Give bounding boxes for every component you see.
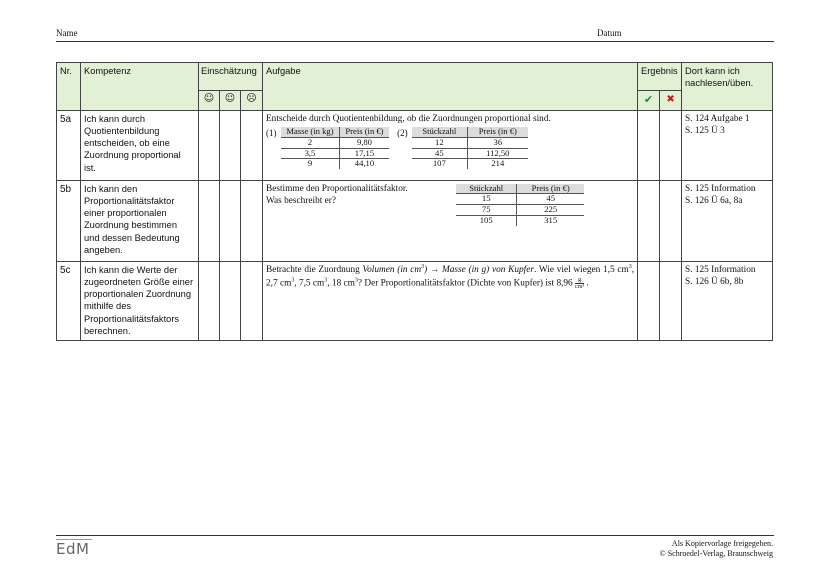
footer-license: Als Kopiervorlage freigegeben. (671, 539, 773, 548)
table-cell: 2 (281, 137, 340, 148)
check-icon: ✔ (638, 91, 660, 111)
col-nr: Nr. (57, 63, 81, 111)
date-label: Datum (597, 28, 622, 38)
task-text: Entscheide durch Quotientenbildung, ob die Zuordnungen proportional sind. (266, 113, 551, 124)
col-kompetenz: Kompetenz (81, 63, 199, 111)
col-einschaetzung: Einschätzung (199, 63, 263, 91)
rating-cell[interactable] (241, 261, 263, 340)
table-header: Stückzahl (456, 184, 517, 194)
competence-table (56, 62, 773, 341)
smiley-sad-icon: ☹ (241, 91, 263, 111)
row-nr: 5c (57, 261, 81, 340)
row-aufgabe (263, 110, 638, 180)
table-cell: 225 (517, 205, 584, 216)
row-ref (682, 110, 773, 180)
rating-cell[interactable] (220, 261, 241, 340)
row-aufgabe (263, 180, 638, 261)
table-header: Preis (in €) (517, 184, 584, 194)
row-nr: 5a (57, 110, 81, 180)
table-cell: 105 (456, 216, 517, 226)
result-cell[interactable] (660, 261, 682, 340)
sup: 3 (354, 277, 358, 284)
ref-line: S. 125 Information (685, 264, 756, 275)
task-label-2: (2) (397, 127, 408, 138)
sup: 3 (421, 263, 425, 270)
table-cell: 75 (456, 205, 517, 216)
table-cell: 112,50 (467, 148, 528, 159)
row-ref (682, 261, 773, 340)
cross-icon: ✖ (660, 91, 682, 111)
smiley-happy-icon: ☺ (199, 91, 220, 111)
sup: 3 (324, 277, 328, 284)
table-cell: 15 (456, 194, 517, 205)
table-cell: 44,10 (340, 159, 389, 169)
col-dort: Dort kann ich nachlesen/üben. (682, 63, 773, 111)
task-text: ) → Masse (in g) von Kupfer (424, 264, 534, 275)
table-cell: 45 (517, 194, 584, 205)
table-cell: 315 (517, 216, 584, 226)
result-cell[interactable] (638, 180, 660, 261)
result-cell[interactable] (660, 110, 682, 180)
value-table-1 (281, 127, 389, 170)
table-cell: 45 (412, 148, 467, 159)
table-cell: 17,15 (340, 148, 389, 159)
row-kompetenz: Ich kann die Werte der zugeordneten Größe einer proportionalen Zuordnung mithilfe des Proportionalitätsfaktors berechnen. (81, 261, 199, 340)
table-row (57, 180, 773, 261)
rating-cell[interactable] (199, 110, 220, 180)
ref-line: S. 126 Ü 6a, 8a (685, 195, 743, 206)
table-header: Preis (in €) (340, 127, 389, 137)
task-text: , 18 cm (327, 278, 355, 289)
ref-line: S. 124 Aufgabe 1 (685, 113, 750, 124)
rating-cell[interactable] (220, 110, 241, 180)
task-text: . Wie viel wiegen 1,5 cm (534, 264, 629, 275)
frac-num: g (578, 276, 582, 283)
row-kompetenz: Ich kann durch Quotientenbildung entscheiden, ob eine Zuordnung proportional ist. (81, 110, 199, 180)
row-nr: 5b (57, 180, 81, 261)
ref-line: S. 125 Ü 3 (685, 125, 725, 136)
col-ergebnis: Ergebnis (638, 63, 682, 91)
table-cell: 214 (467, 159, 528, 169)
table-row (57, 261, 773, 340)
name-label: Name (56, 28, 78, 38)
task-text: Was beschreibt er? (266, 195, 336, 206)
smiley-neutral-icon: ☺ (220, 91, 241, 111)
row-aufgabe (263, 261, 638, 340)
table-cell: 36 (467, 137, 528, 148)
task-text: , 7,5 cm (294, 278, 325, 289)
rating-cell[interactable] (220, 180, 241, 261)
table-header: Masse (in kg) (281, 127, 340, 137)
task-label-1: (1) (266, 127, 277, 138)
rating-cell[interactable] (199, 180, 220, 261)
table-cell: 9 (281, 159, 340, 169)
sup: 3 (291, 277, 295, 284)
table-cell: 3,5 (281, 148, 340, 159)
table-cell: 12 (412, 137, 467, 148)
task-text: Betrachte die Zuordnung (266, 264, 363, 275)
frac-den: cm³ (575, 283, 585, 290)
sup: 3 (628, 263, 632, 270)
edm-logo: EdM (56, 540, 90, 558)
value-table (456, 184, 584, 227)
task-text: , 2,7 cm (266, 264, 635, 289)
header-line (56, 41, 774, 42)
col-aufgabe: Aufgabe (263, 63, 638, 111)
result-cell[interactable] (660, 180, 682, 261)
value-table-2 (412, 127, 528, 170)
row-ref (682, 180, 773, 261)
task-text: Bestimme den Proportionalitätsfaktor. (266, 183, 408, 194)
ref-line: S. 125 Information (685, 183, 756, 194)
rating-cell[interactable] (241, 110, 263, 180)
table-row (57, 110, 773, 180)
ref-line: S. 126 Ü 6b, 8b (685, 276, 744, 287)
footer-copyright: © Schroedel-Verlag, Braunschweig (659, 549, 773, 558)
row-kompetenz: Ich kann den Proportionalitätsfaktor einer proportionalen Zuordnung bestimmen und dessen Bedeutung angeben. (81, 180, 199, 261)
result-cell[interactable] (638, 261, 660, 340)
task-text: ? Der Proportionalitätsfaktor (Dichte von Kupfer) ist 8,96 (357, 278, 576, 289)
result-cell[interactable] (638, 110, 660, 180)
table-cell: 9,80 (340, 137, 389, 148)
task-text: Volumen (in cm (362, 264, 422, 275)
density-fraction (575, 277, 584, 290)
table-header: Preis (in €) (467, 127, 528, 137)
task-text: . (584, 278, 589, 289)
rating-cell[interactable] (199, 261, 220, 340)
table-header: Stückzahl (412, 127, 467, 137)
footer-line (56, 535, 774, 536)
table-cell: 107 (412, 159, 467, 169)
rating-cell[interactable] (241, 180, 263, 261)
